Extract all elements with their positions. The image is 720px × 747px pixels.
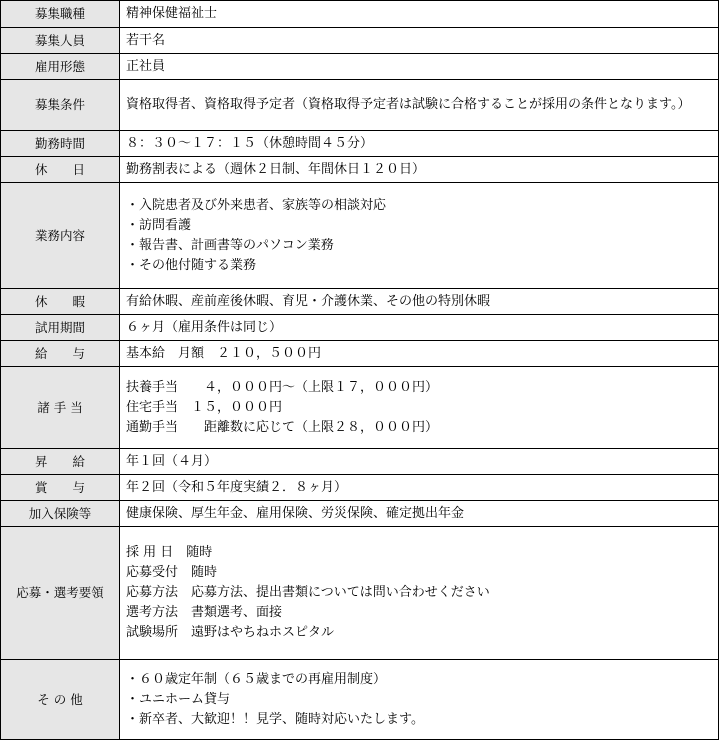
label-allowances: 諸 手 当: [1, 367, 120, 449]
row-other: [1, 660, 719, 740]
text-line: ・入院患者及び外来患者、家族等の相談対応: [126, 197, 387, 213]
label-bonus: 賞 与: [1, 475, 120, 501]
value-other: [120, 660, 719, 740]
label-holidays: 休 日: [1, 157, 120, 183]
value-probation: [120, 315, 719, 341]
value-employment-type: [120, 54, 719, 80]
value-job-type: [120, 1, 719, 28]
value-bonus: [120, 475, 719, 501]
label-work-hours: 勤務時間: [1, 131, 120, 157]
row-leave: [1, 289, 719, 315]
value-holidays: [120, 157, 719, 183]
text-line: 通勤手当 距離数に応じて（上限２８，０００円）: [126, 419, 439, 435]
row-requirements: [1, 80, 719, 131]
label-employment-type: 雇用形態: [1, 54, 120, 80]
row-probation: [1, 315, 719, 341]
text-line: ・報告書、計画書等のパソコン業務: [126, 237, 334, 253]
row-insurance: [1, 501, 719, 527]
row-employment-type: [1, 54, 719, 80]
value-openings: [120, 28, 719, 54]
text-line: 正社員: [126, 58, 166, 74]
row-work-hours: [1, 131, 719, 157]
label-probation: 試用期間: [1, 315, 120, 341]
row-holidays: [1, 157, 719, 183]
text-line: ・その他付随する業務: [126, 257, 257, 273]
row-salary: [1, 341, 719, 367]
label-requirements: 募集条件: [1, 80, 120, 131]
text-line: ・新卒者、大歓迎！！見学、随時対応いたします。: [126, 711, 424, 727]
text-line: 年１回（４月）: [126, 453, 218, 469]
text-line: 年２回（令和５年度実績２．８ヶ月）: [126, 479, 348, 495]
value-work-hours: [120, 131, 719, 157]
row-allowances: [1, 367, 719, 449]
label-openings: 募集人員: [1, 28, 120, 54]
text-line: 試験場所 遠野はやちねホスピタル: [126, 625, 335, 640]
row-duties: [1, 183, 719, 289]
row-raise: [1, 449, 719, 475]
text-line: ８：３０～１７：１５（休憩時間４５分）: [126, 135, 374, 151]
text-line: 健康保険、厚生年金、雇用保険、労災保険、確定拠出年金: [126, 505, 465, 521]
label-job-type: 募集職種: [1, 1, 120, 28]
text-line: 選考方法 書類選考、面接: [126, 605, 283, 620]
row-openings: [1, 28, 719, 54]
text-line: 若干名: [126, 32, 166, 48]
text-line: 応募受付 随時: [126, 565, 218, 580]
text-line: 基本給 月額 ２１０，５００円: [126, 345, 322, 361]
text-line: 扶養手当 ４，０００円～（上限１７，０００円）: [126, 379, 439, 395]
text-line: 資格取得者、資格取得予定者（資格取得予定者は試験に合格することが採用の条件となります。）: [126, 97, 691, 112]
text-line: 有給休暇、産前産後休暇、育児・介護休業、その他の特別休暇: [126, 293, 491, 309]
text-line: ・訪問看護: [126, 217, 192, 233]
text-line: ・６０歳定年制（６５歳までの再雇用制度）: [126, 671, 387, 687]
text-line: 応募方法 応募方法、提出書類については問い合わせください: [126, 585, 490, 600]
text-line: 採 用 日 随時: [126, 545, 213, 560]
value-allowances: [120, 367, 719, 449]
label-application: 応募・選考要領: [1, 527, 120, 660]
value-raise: [120, 449, 719, 475]
value-leave: [120, 289, 719, 315]
value-duties: [120, 183, 719, 289]
text-line: ・ユニホーム貸与: [126, 691, 231, 707]
row-job-type: [1, 1, 719, 28]
text-line: 住宅手当 １５，０００円: [126, 399, 283, 415]
value-requirements: [120, 80, 719, 131]
text-line: ６ヶ月（雇用条件は同じ）: [126, 319, 283, 335]
row-application: [1, 527, 719, 660]
label-other: そ の 他: [1, 660, 120, 740]
row-bonus: [1, 475, 719, 501]
value-salary: [120, 341, 719, 367]
value-insurance: [120, 501, 719, 527]
label-insurance: 加入保険等: [1, 501, 120, 527]
label-raise: 昇 給: [1, 449, 120, 475]
label-leave: 休 暇: [1, 289, 120, 315]
label-salary: 給 与: [1, 341, 120, 367]
text-line: 勤務割表による（週休２日制、年間休日１２０日）: [126, 161, 426, 177]
value-application: [120, 527, 719, 660]
text-line: 精神保健福祉士: [126, 6, 218, 21]
label-duties: 業務内容: [1, 183, 120, 289]
